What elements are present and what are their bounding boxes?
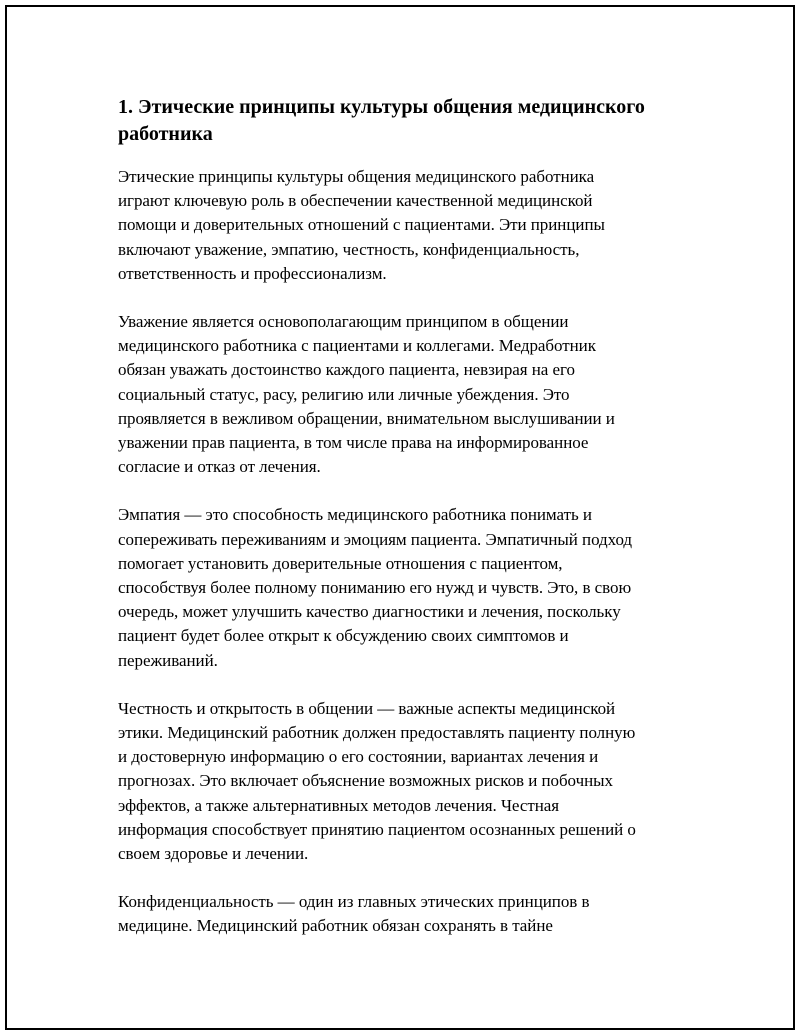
heading-line: работника: [118, 123, 213, 145]
text-line: играют ключевую роль в обеспечении качественной медицинской: [118, 191, 593, 211]
text-line: и достоверную информацию о его состоянии, вариантах лечения и: [118, 747, 599, 767]
text-line: социальный статус, расу, религию или личные убеждения. Это: [118, 384, 570, 404]
text-line: медицинского работника с пациентами и коллегами. Медработник: [118, 336, 596, 356]
text-line: сопереживать переживаниям и эмоциям пациента. Эмпатичный подход: [118, 529, 633, 549]
section-heading: [118, 94, 683, 148]
paragraph-empathy: [118, 503, 683, 672]
text-line: помощи и доверительных отношений с пациентами. Эти принципы: [118, 215, 605, 235]
text-line: Честность и открытость в общении — важные аспекты медицинской: [118, 698, 616, 718]
paragraph-honesty: [118, 697, 683, 866]
text-line: своем здоровье и лечении.: [118, 844, 309, 864]
document-body: [118, 94, 683, 963]
text-line: ответственность и профессионализм.: [118, 263, 387, 283]
text-line: очередь, может улучшить качество диагностики и лечения, поскольку: [118, 602, 621, 622]
text-line: Этические принципы культуры общения медицинского работника: [118, 167, 595, 186]
text-line: Конфиденциальность — один из главных этических принципов в: [118, 892, 590, 912]
text-line: Уважение является основополагающим принципом в общении: [118, 312, 569, 332]
text-line: информация способствует принятию пациентом осознанных решений о: [118, 819, 636, 839]
text-line: прогнозах. Это включает объяснение возможных рисков и побочных: [118, 771, 613, 791]
heading-line: 1. Этические принципы культуры общения медицинского: [118, 96, 645, 118]
text-line: переживаний.: [118, 650, 218, 670]
text-line: способствуя более полному пониманию его нужд и чувств. Это, в свою: [118, 578, 632, 598]
paragraph-confidentiality: [118, 890, 683, 938]
text-line: обязан уважать достоинство каждого пациента, невзирая на его: [118, 360, 575, 380]
text-line: включают уважение, эмпатию, честность, конфиденциальность,: [118, 239, 580, 259]
text-line: Эмпатия — это способность медицинского работника понимать и: [118, 505, 592, 525]
text-line: этики. Медицинский работник должен предоставлять пациенту полную: [118, 723, 636, 743]
text-line: помогает установить доверительные отношения с пациентом,: [118, 553, 563, 573]
text-line: согласие и отказ от лечения.: [118, 457, 321, 477]
text-line: уважении прав пациента, в том числе права на информированное: [118, 433, 589, 453]
paragraph-intro: [118, 165, 683, 286]
text-line: проявляется в вежливом обращении, внимательном выслушивании и: [118, 408, 615, 428]
text-line: пациент будет более открыт к обсуждению своих симптомов и: [118, 626, 569, 646]
text-line: эффектов, а также альтернативных методов лечения. Честная: [118, 795, 560, 815]
paragraph-respect: [118, 310, 683, 479]
text-line: медицине. Медицинский работник обязан сохранять в тайне: [118, 916, 553, 936]
